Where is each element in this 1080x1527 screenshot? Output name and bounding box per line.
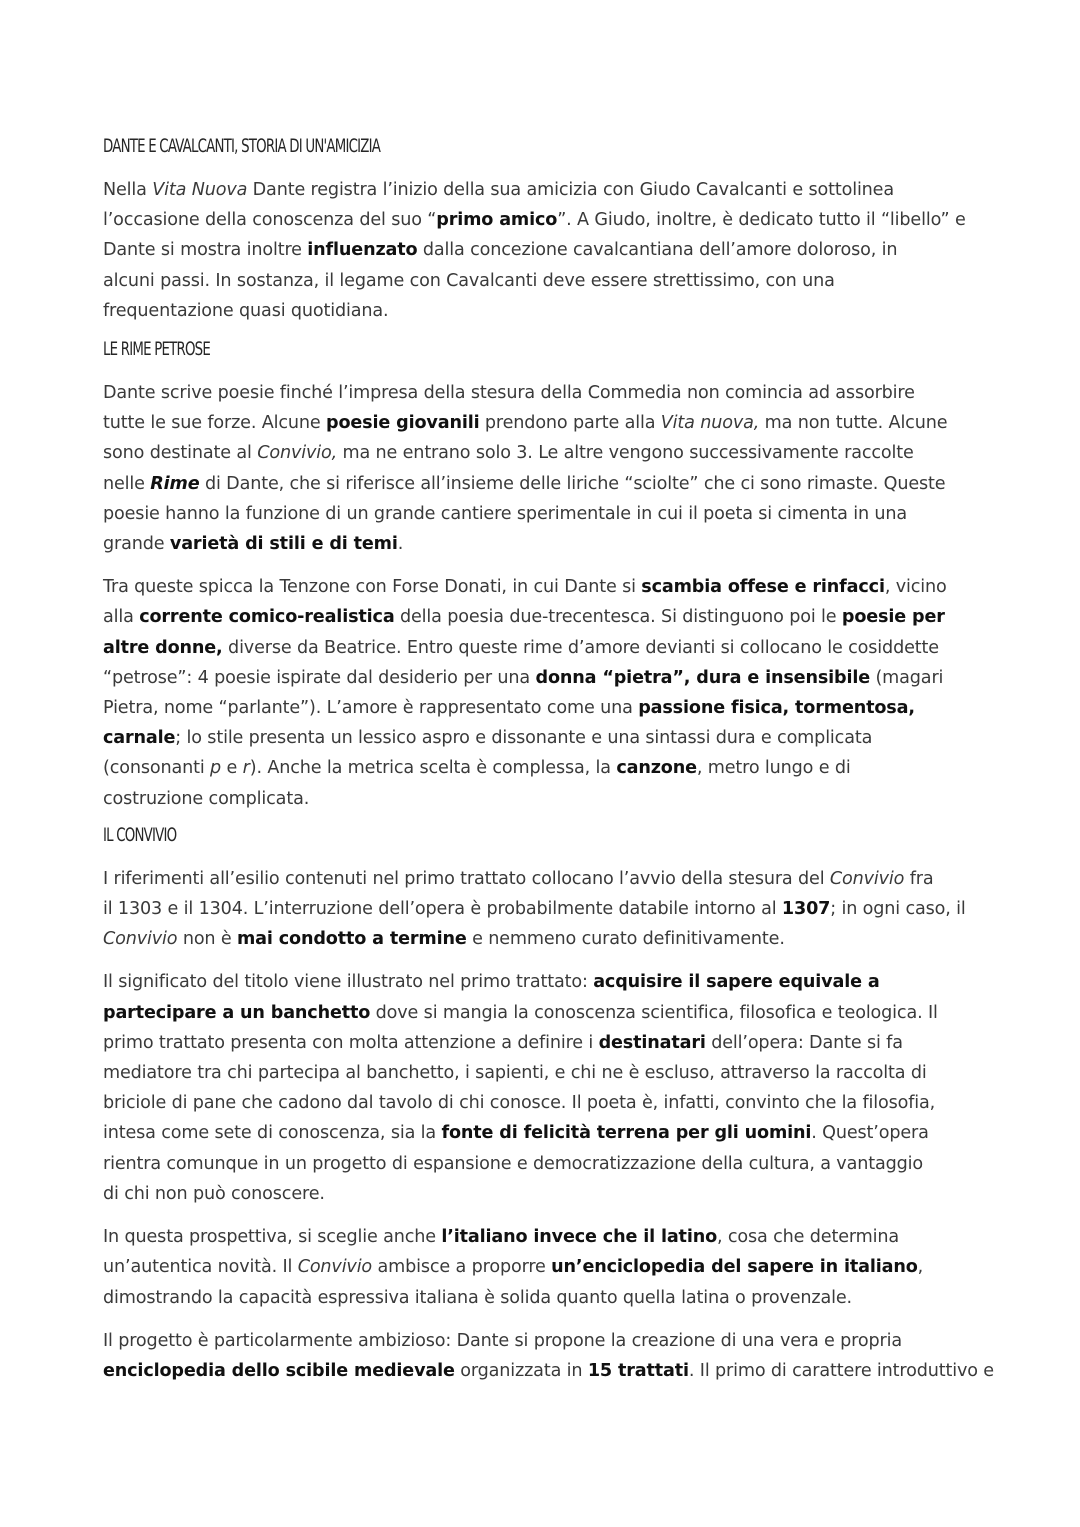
bold-phrase: canzone [616, 758, 697, 779]
paragraph-convivio-title [103, 967, 983, 1209]
bold-phrase: fonte di felicità terrena per gli uomini [441, 1123, 812, 1144]
text-line [103, 894, 983, 924]
text-run: ambisce a proporre [372, 1257, 552, 1278]
text-line [103, 693, 983, 723]
italic-phrase: Vita nuova, [660, 413, 760, 434]
text-run: Nella [103, 180, 153, 200]
italic-phrase: Convivio, [257, 443, 338, 464]
text-run: ; in ogni caso, il [830, 899, 966, 920]
text-run: (magari [870, 667, 944, 688]
text-line [103, 408, 983, 438]
text-run: briciole di pane che cadono dal tavolo di chi conosce. Il poeta è, infatti, convinto che la filosofia, [103, 1093, 936, 1114]
text-line [103, 266, 983, 296]
text-run: Tra queste spicca la Tenzone con Forse Donati, in cui Dante si [103, 577, 642, 598]
bold-phrase: altre donne, [103, 637, 223, 658]
text-run: ). Anche la metrica scelta è complessa, la [249, 758, 617, 779]
bold-phrase: destinatari [598, 1032, 706, 1053]
italic-phrase: Convivio [829, 868, 905, 889]
bold-phrase: poesie giovanili [326, 413, 480, 434]
text-run: Il progetto è particolarmente ambizioso: Dante si propone la creazione di una vera e propria [103, 1330, 902, 1351]
text-run: Dante scrive poesie finché l’impresa della stesura della Commedia non comincia ad assorbire [103, 383, 915, 404]
text-line [103, 723, 983, 753]
text-run: poesie hanno la funzione di un grande cantiere sperimentale in cui il poeta si cimenta in una [103, 503, 908, 524]
text-line [103, 1088, 983, 1118]
text-run: dimostrando la capacità espressiva italiana è solida quanto quella latina o provenzale. [103, 1287, 852, 1308]
text-run: ; lo stile presenta un lessico aspro e dissonante e una sintassi dura e complicata [175, 728, 873, 749]
text-run: il 1303 e il 1304. L’interruzione dell’opera è probabilmente databile intorno al [103, 899, 782, 920]
bold-phrase: enciclopedia dello scibile medievale [103, 1360, 455, 1381]
paragraph-convivio-language [103, 1222, 983, 1313]
text-run: un’autentica novità. Il [103, 1257, 298, 1278]
text-run: costruzione complicata. [103, 788, 310, 809]
bold-phrase: donna “pietra”, dura e insensibile [535, 667, 871, 688]
text-line [103, 469, 983, 499]
text-run: ”. A Giudo, inoltre, è dedicato tutto il “libello” e [557, 210, 966, 231]
text-run: . Il primo di carattere introduttivo e [688, 1360, 994, 1381]
text-run: di chi non può conoscere. [103, 1183, 325, 1204]
italic-phrase: r [242, 758, 250, 779]
text-run: dell’opera: Dante si fa [705, 1032, 903, 1053]
section-heading-dante-cavalcanti: DANTE E CAVALCANTI, STORIA DI UN'AMICIZIA [103, 135, 381, 157]
text-run: fra [904, 868, 934, 889]
text-run: Pietra, nome “parlante”). L’amore è rappresentato come una [103, 698, 639, 719]
text-run: mediatore tra chi partecipa al banchetto, i sapienti, e chi ne è escluso, attraverso la raccolta di [103, 1063, 927, 1084]
text-run: dove si mangia la conoscenza scientifica, filosofica e teologica. Il [370, 1002, 938, 1023]
text-run: della poesia due-trecentesca. Si distinguono poi le [394, 607, 842, 628]
bold-phrase: primo amico [436, 210, 558, 231]
text-line [103, 378, 983, 408]
text-run: l’occasione della conoscenza del suo “ [103, 210, 437, 231]
text-line [103, 529, 983, 559]
text-run: I riferimenti all’esilio contenuti nel primo trattato collocano l’avvio della stesura del [103, 868, 830, 889]
text-line [103, 499, 983, 529]
text-run: sono destinate al [103, 443, 258, 464]
text-run: organizzata in [454, 1360, 588, 1381]
text-run: “petrose”: 4 poesie ispirate dal desiderio per una [103, 667, 536, 688]
section-heading-rime-petrose: LE RIME PETROSE [103, 338, 210, 361]
bold-phrase: poesie per [841, 607, 945, 628]
bold-phrase: corrente comico-realistica [139, 607, 395, 628]
text-line [103, 864, 983, 894]
bold-phrase: un’enciclopedia del sapere in italiano [551, 1257, 918, 1278]
text-run: nelle [103, 473, 151, 494]
text-run: non è [177, 929, 237, 950]
paragraph-dante-cavalcanti [103, 175, 983, 326]
text-line [103, 296, 983, 326]
paragraph-convivio-dating [103, 864, 983, 955]
text-run: alcuni passi. In sostanza, il legame con Cavalcanti deve essere strettissimo, con una [103, 270, 835, 291]
text-run: diverse da Beatrice. Entro queste rime d’amore devianti si collocano le cosiddette [222, 637, 939, 658]
text-line [103, 633, 983, 663]
document-page [103, 131, 994, 1386]
text-run: , vicino [884, 577, 947, 598]
text-line [103, 205, 983, 235]
text-line [103, 924, 983, 954]
text-run: Il significato del titolo viene illustrato nel primo trattato: [103, 972, 594, 993]
text-line [103, 1118, 983, 1148]
text-run: . [397, 534, 404, 555]
section-heading-convivio: IL CONVIVIO [103, 823, 177, 846]
paragraph-rime-tenzone [103, 572, 983, 814]
text-run: Dante si mostra inoltre [103, 240, 308, 261]
bold-phrase: carnale [103, 728, 176, 749]
text-run: ma non tutte. Alcune [759, 413, 948, 434]
text-line [103, 235, 983, 265]
text-line [103, 602, 983, 632]
text-line [103, 663, 983, 693]
bold-phrase: scambia offese e rinfacci [641, 577, 885, 598]
italic-phrase: Convivio [297, 1257, 373, 1278]
text-run: Dante registra l’inizio della sua amicizia con Giudo Cavalcanti e sottolinea [247, 180, 894, 200]
text-line [103, 1149, 983, 1179]
text-run: (consonanti [103, 758, 211, 779]
text-line [103, 784, 983, 814]
bold-phrase: 1307 [781, 899, 831, 920]
text-line [103, 1283, 983, 1313]
bold-phrase: varietà di stili e di temi [169, 534, 398, 555]
bold-phrase: partecipare a un banchetto [103, 1002, 371, 1023]
text-line [103, 998, 983, 1028]
text-run: , cosa che determina [717, 1227, 900, 1248]
text-run: intesa come sete di conoscenza, sia la [103, 1123, 442, 1144]
text-run: e [221, 758, 243, 779]
text-run: primo trattato presenta con molta attenzione a definire i [103, 1032, 599, 1053]
text-run: , metro lungo e di [696, 758, 851, 779]
italic-phrase: p [210, 758, 222, 779]
text-line [103, 1356, 994, 1386]
text-run: . Quest’opera [811, 1123, 929, 1144]
text-run: tutte le sue forze. Alcune [103, 413, 327, 434]
text-line [103, 438, 983, 468]
text-run: di Dante, che si riferisce all’insieme delle liriche “sciolte” che ci sono rimaste. Queste [199, 473, 946, 494]
bold-phrase: passione fisica, tormentosa, [638, 698, 915, 719]
italic-phrase: Convivio [103, 929, 178, 950]
text-run: rientra comunque in un progetto di espansione e democratizzazione della cultura, a vantaggio [103, 1153, 923, 1174]
text-line [103, 1179, 983, 1209]
text-run: frequentazione quasi quotidiana. [103, 300, 389, 321]
paragraph-convivio-project [103, 1326, 994, 1386]
bold-phrase: influenzato [307, 240, 418, 261]
bold-phrase: 15 trattati [587, 1360, 689, 1381]
paragraph-rime-intro [103, 378, 983, 559]
text-line [103, 175, 983, 205]
text-run: ma ne entrano solo 3. Le altre vengono successivamente raccolte [337, 443, 914, 464]
text-run: In questa prospettiva, si sceglie anche [103, 1227, 442, 1248]
text-run: dalla concezione cavalcantiana dell’amore doloroso, in [417, 240, 898, 261]
text-line [103, 1326, 983, 1356]
text-line [103, 1222, 983, 1252]
bold-italic-phrase: Rime [150, 473, 200, 494]
bold-phrase: acquisire il sapere equivale a [593, 972, 880, 993]
text-line [103, 1028, 983, 1058]
text-run: prendono parte alla [479, 413, 661, 434]
text-line [103, 572, 983, 602]
italic-phrase: Vita Nuova [152, 180, 248, 200]
bold-phrase: mai condotto a termine [237, 929, 467, 950]
bold-phrase: l’italiano invece che il latino [441, 1227, 718, 1248]
text-line [103, 1252, 983, 1282]
text-run: alla [103, 607, 140, 628]
text-run: grande [103, 534, 170, 555]
text-line [103, 1058, 983, 1088]
text-line [103, 753, 983, 783]
text-run: e nemmeno curato definitivamente. [466, 929, 785, 950]
text-line [103, 967, 983, 997]
text-run: , [917, 1257, 924, 1278]
